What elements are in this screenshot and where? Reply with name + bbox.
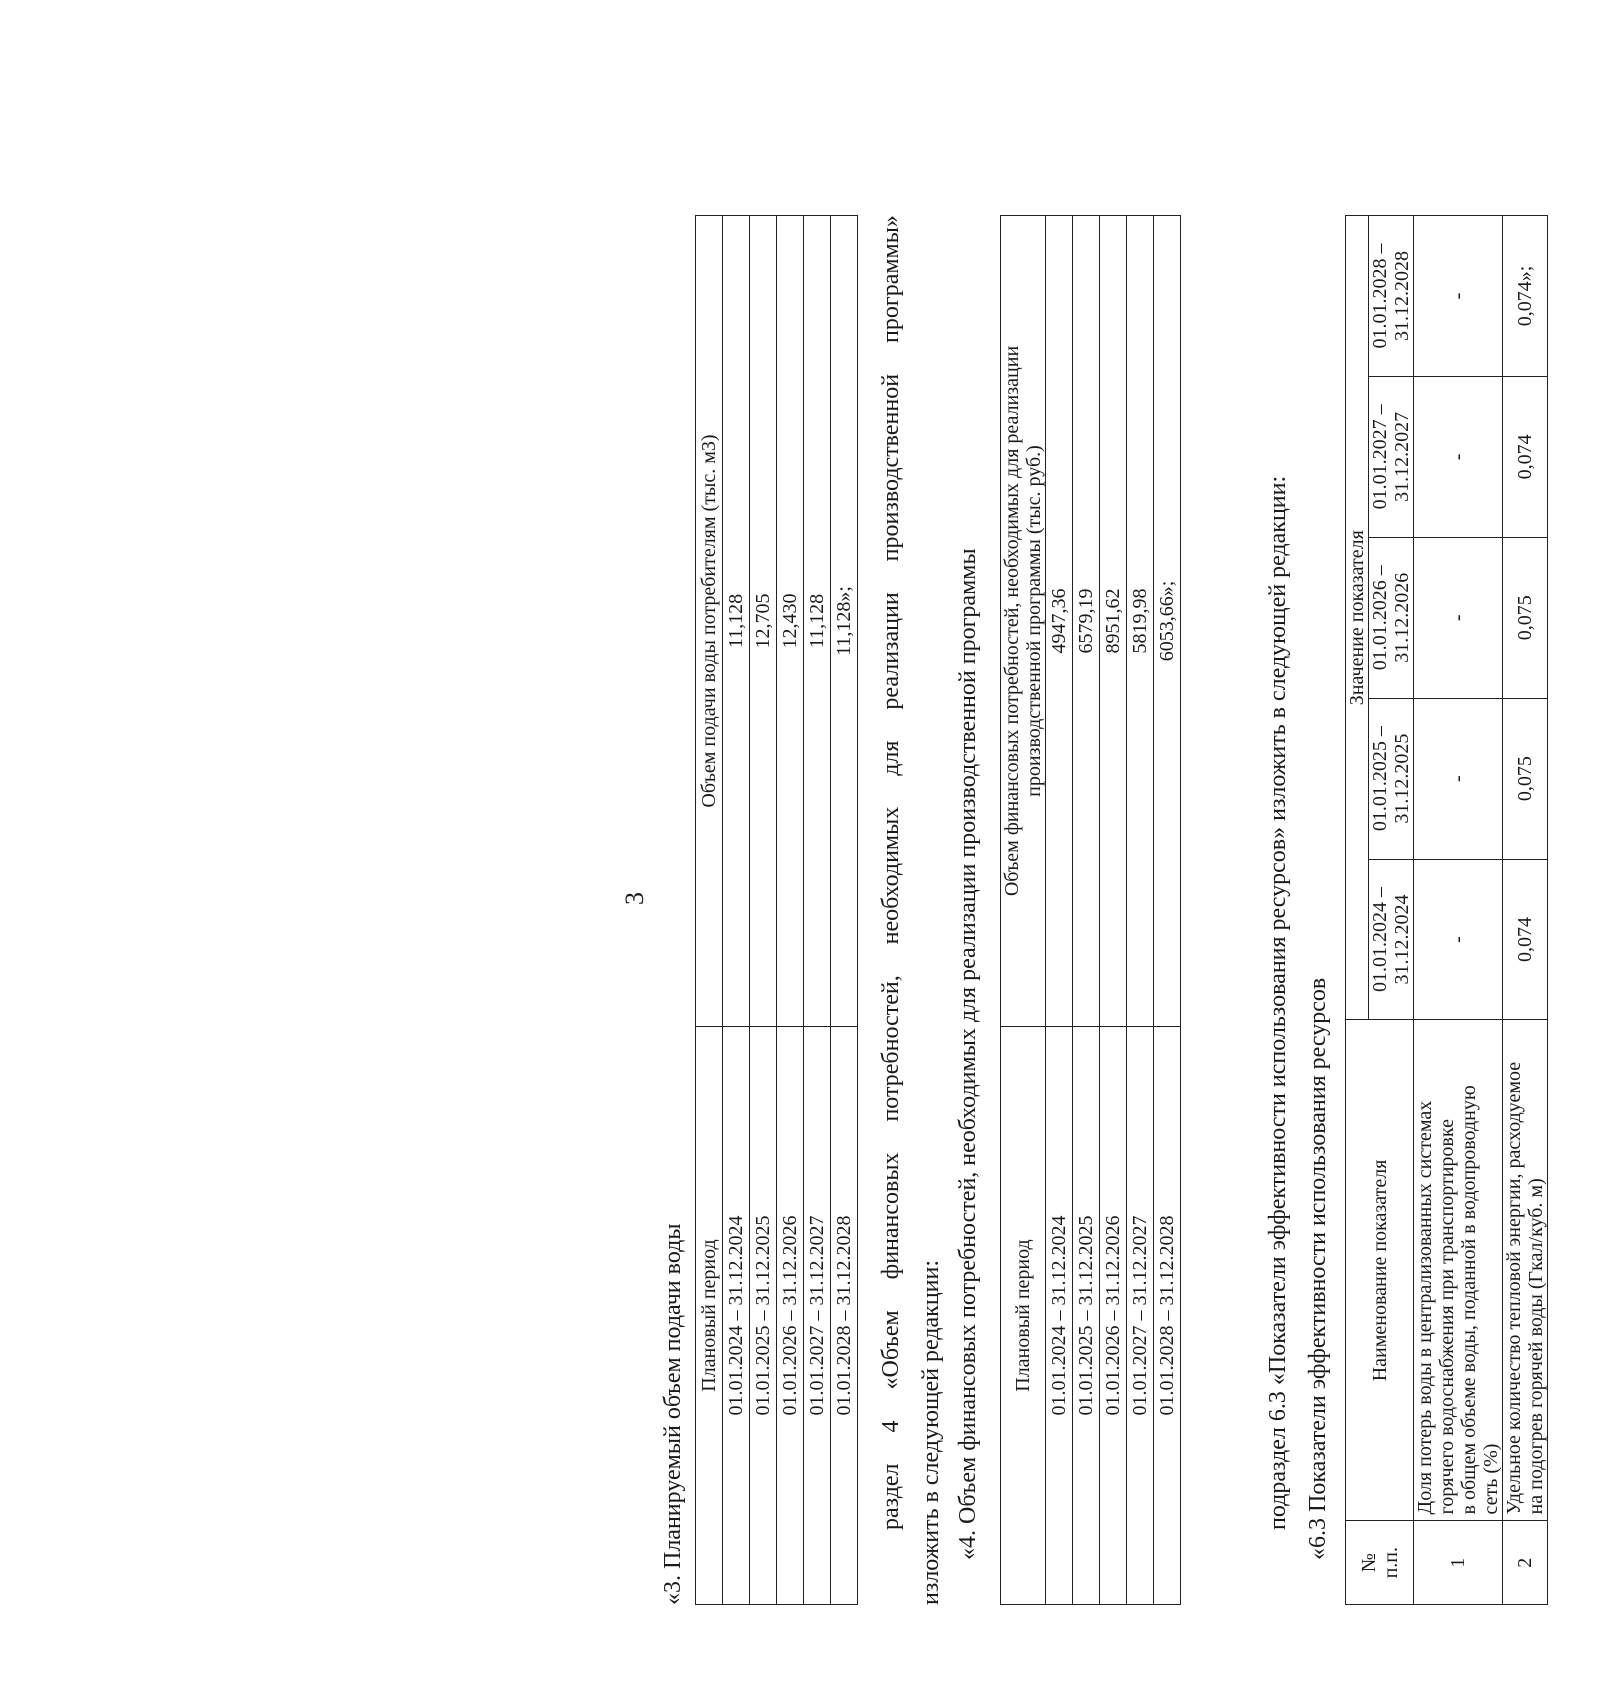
table-header-row — [696, 216, 723, 1605]
value-cell: 4947,36 — [1046, 216, 1073, 1027]
period-line: 01.01.2024 – — [1369, 887, 1391, 992]
value-cell: 5819,98 — [1127, 216, 1154, 1027]
col-num-header — [1346, 1521, 1414, 1605]
col-name-header: Наименование показателя — [1346, 1020, 1414, 1521]
period-cell: 01.01.2027 – 31.12.2027 — [804, 1027, 831, 1605]
name-line: сеть (%) — [1480, 1443, 1502, 1515]
table-header-row — [1001, 216, 1046, 1605]
section4-intro-line2: изложить в следующей редакции: — [918, 1259, 944, 1605]
period-cell: 01.01.2025 – 31.12.2025 — [750, 1027, 777, 1605]
period-cell: 01.01.2025 – 31.12.2025 — [1073, 1027, 1100, 1605]
water-supply-table — [695, 215, 858, 1605]
value-cell: 11,128 — [723, 216, 750, 1027]
period-cell: 01.01.2026 – 31.12.2026 — [777, 1027, 804, 1605]
word: «Объем — [878, 1310, 904, 1390]
table-header-row — [1346, 216, 1369, 1605]
header-line: № — [1357, 1553, 1380, 1573]
period-line: 01.01.2025 – — [1369, 726, 1391, 832]
header-line: п.п. — [1379, 1547, 1402, 1579]
word: необходимых — [878, 806, 904, 945]
period-cell: 01.01.2026 – 31.12.2026 — [1100, 1027, 1127, 1605]
table-row — [1414, 216, 1503, 1605]
period-cell: 01.01.2028 – 31.12.2028 — [831, 1027, 858, 1605]
financial-needs-table — [1000, 215, 1181, 1605]
table-row — [1073, 216, 1100, 1605]
period-cell: 01.01.2024 – 31.12.2024 — [1046, 1027, 1073, 1605]
section3-heading: «3. Планируемый объем подачи воды — [660, 1223, 686, 1605]
page-number: 3 — [620, 892, 649, 905]
word: производственной — [878, 373, 904, 562]
efficiency-table — [1345, 215, 1548, 1605]
table-row — [1154, 216, 1181, 1605]
name-line: Доля потерь воды в централизованных системах — [1414, 1100, 1436, 1515]
word: раздел — [878, 1463, 904, 1530]
header-line: производственной программы (тыс. руб.) — [1023, 445, 1045, 797]
section63-intro: подраздел 6.3 «Показатели эффективности использования ресурсов» изложить в следующей редакции: — [1265, 475, 1291, 1530]
section4-heading: «4. Объем финансовых потребностей, необходимых для реализации производственной программы — [955, 548, 981, 1560]
value-cell: 0,074»; — [1503, 216, 1548, 377]
value-cell: - — [1414, 376, 1503, 537]
word: для — [878, 740, 904, 776]
name-line: на подогрев горячей воды (Гкал/куб. м) — [1525, 1178, 1547, 1515]
section4-intro-line1 — [878, 215, 905, 1530]
value-cell: 11,128 — [804, 216, 831, 1027]
period-cell: 01.01.2027 – 31.12.2027 — [1127, 1027, 1154, 1605]
word: финансовых — [878, 1152, 904, 1280]
value-cell: - — [1414, 216, 1503, 377]
value-cell: - — [1414, 537, 1503, 698]
name-line: горячего водоснабжения при транспортировке — [1436, 1119, 1458, 1515]
period-line: 31.12.2025 — [1391, 733, 1413, 824]
period-cell: 01.01.2028 – 31.12.2028 — [1154, 1027, 1181, 1605]
row-number: 2 — [1503, 1521, 1548, 1605]
table-row — [750, 216, 777, 1605]
value-cell: 0,075 — [1503, 698, 1548, 859]
value-cell: 11,128»; — [831, 216, 858, 1027]
table-row — [1127, 216, 1154, 1605]
page-content — [600, 105, 1620, 1665]
value-cell: 12,430 — [777, 216, 804, 1027]
period-cell: 01.01.2024 – 31.12.2024 — [723, 1027, 750, 1605]
name-line: в общем объеме воды, поданной в водопроводную — [1458, 1085, 1480, 1515]
name-line: Удельное количество тепловой энергии, расходуемое — [1503, 1061, 1525, 1515]
period-line: 31.12.2028 — [1391, 250, 1413, 341]
indicator-name — [1414, 1020, 1503, 1521]
col-volume-header: Объем подачи воды потребителям (тыс. м3) — [696, 216, 723, 1027]
table-row — [723, 216, 750, 1605]
col-value-group-header: Значение показателя — [1346, 216, 1369, 1020]
period-line: 01.01.2028 – — [1369, 243, 1391, 349]
period-line: 31.12.2026 — [1391, 572, 1413, 663]
header-line: Объем финансовых потребностей, необходимых для реализации — [1001, 345, 1023, 897]
table-row — [831, 216, 858, 1605]
value-cell: 0,075 — [1503, 537, 1548, 698]
period-line: 31.12.2027 — [1391, 411, 1413, 502]
table-row — [804, 216, 831, 1605]
rotated-page — [600, 105, 1620, 1665]
value-cell: 6579,19 — [1073, 216, 1100, 1027]
value-cell: - — [1414, 859, 1503, 1020]
indicator-name — [1503, 1020, 1548, 1521]
period-header — [1369, 216, 1414, 377]
section63-heading: «6.3 Показатели эффективности использования ресурсов — [1305, 977, 1331, 1560]
value-cell: 0,074 — [1503, 859, 1548, 1020]
period-line: 01.01.2027 – — [1369, 404, 1391, 510]
period-header — [1369, 376, 1414, 537]
col-period-header: Плановый период — [696, 1027, 723, 1605]
value-cell: 8951,62 — [1100, 216, 1127, 1027]
word: программы» — [878, 215, 904, 343]
col-volume-header — [1001, 216, 1046, 1027]
period-line: 01.01.2026 – — [1369, 565, 1391, 671]
period-header — [1369, 859, 1414, 1020]
period-header — [1369, 698, 1414, 859]
table-row — [777, 216, 804, 1605]
word: потребностей, — [878, 975, 904, 1122]
table-row — [1100, 216, 1127, 1605]
table-row — [1503, 216, 1548, 1605]
value-cell: 0,074 — [1503, 376, 1548, 537]
col-period-header: Плановый период — [1001, 1027, 1046, 1605]
period-header — [1369, 537, 1414, 698]
word: 4 — [878, 1420, 904, 1433]
value-cell: - — [1414, 698, 1503, 859]
row-number: 1 — [1414, 1521, 1503, 1605]
table-row — [1046, 216, 1073, 1605]
value-cell: 6053,66»; — [1154, 216, 1181, 1027]
period-line: 31.12.2024 — [1391, 894, 1413, 985]
value-cell: 12,705 — [750, 216, 777, 1027]
word: реализации — [878, 592, 904, 710]
